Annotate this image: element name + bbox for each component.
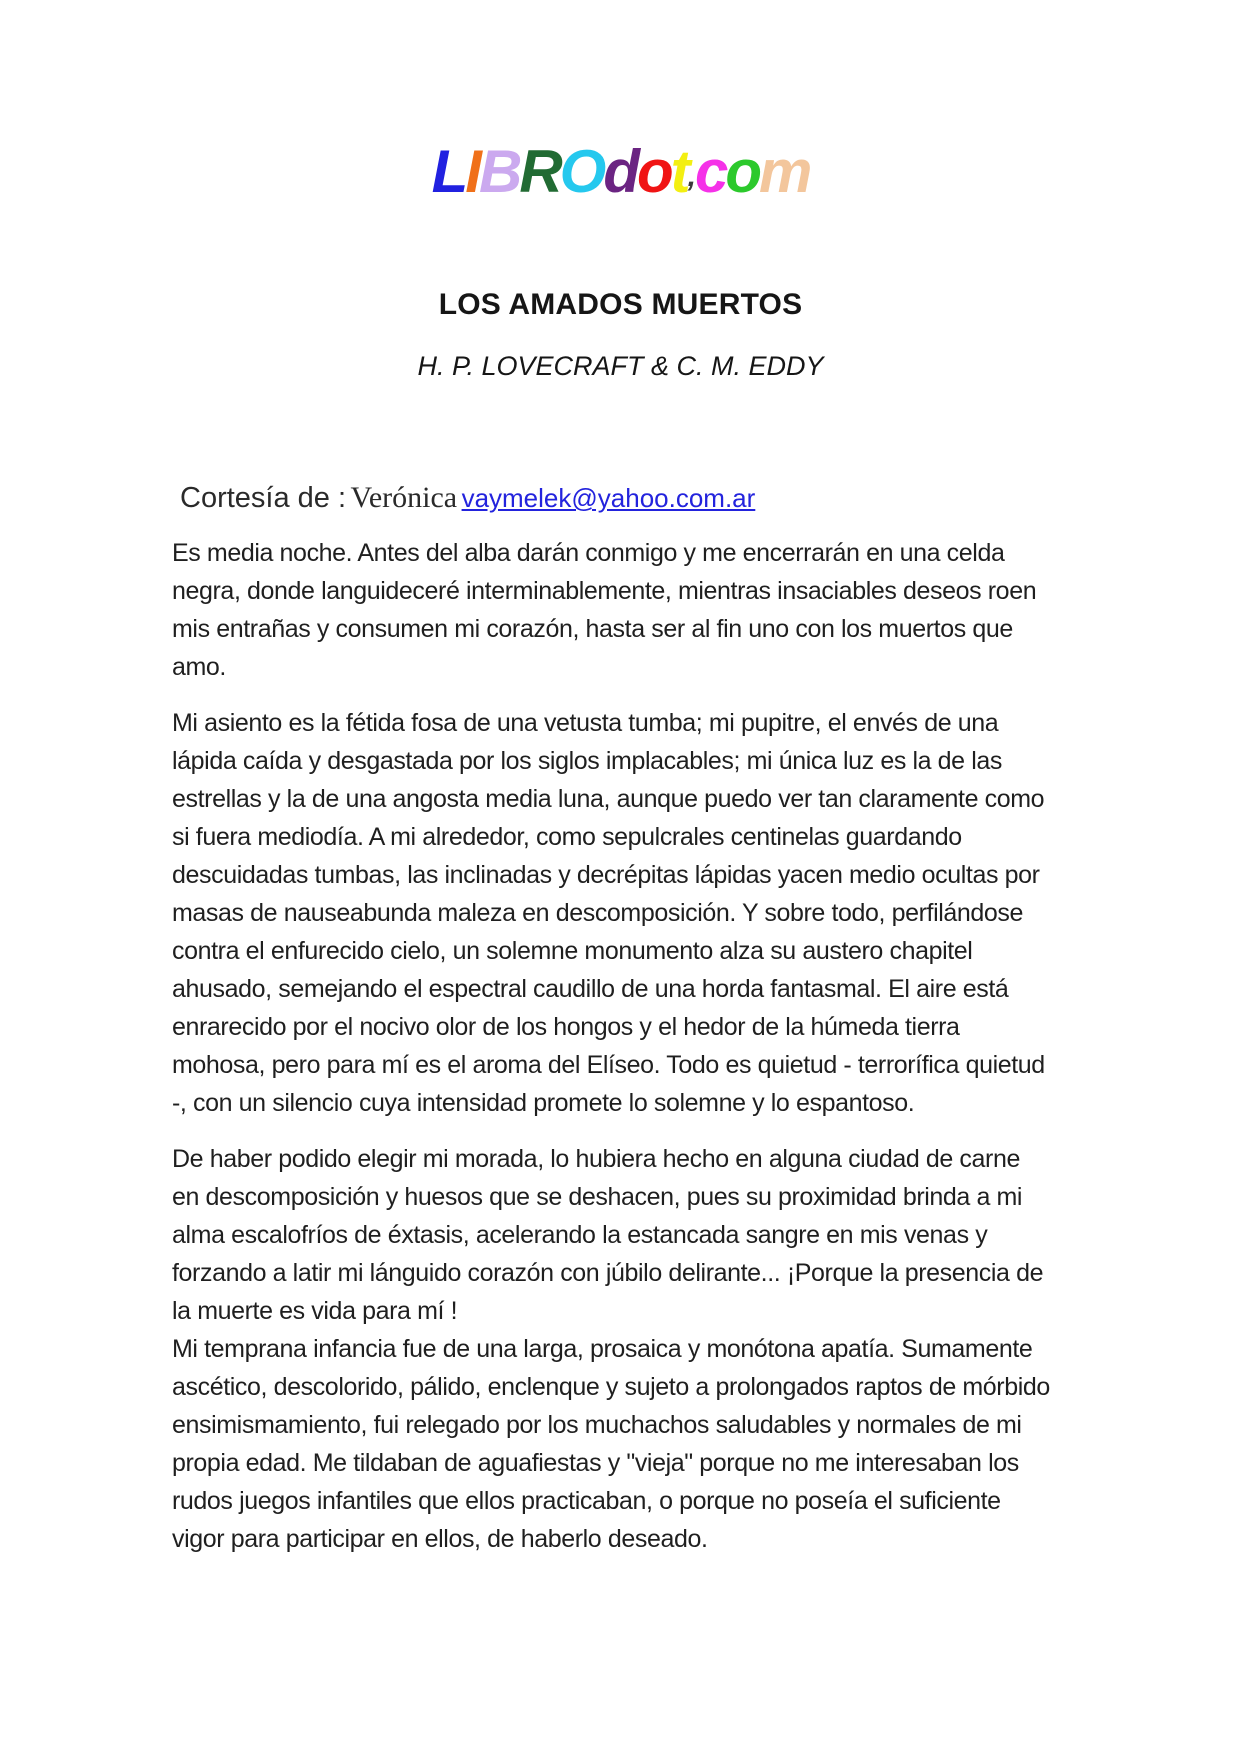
story-authors: H. P. LOVECRAFT & C. M. EDDY	[417, 351, 824, 381]
logo-letter: O	[559, 138, 604, 205]
story-text	[172, 534, 1052, 1558]
paragraph-4: Mi temprana infancia fue de una larga, prosaica y monótona apatía. Sumamente ascético, descolorido, pálido, enclenque y sujeto a prolongados raptos de mórbido ensimismamiento, fui relegado por los muchachos saludables y normales de mi propia edad. Me tildaban de aguafiestas y "vieja" porque no me interesaban los rudos juegos infantiles que ellos practicaban, o porque no poseía el suficiente vigor para participar en ellos, de haberlo deseado.	[172, 1335, 1050, 1553]
logo-letter: o	[725, 138, 759, 205]
logo-letter: I	[465, 138, 479, 205]
courtesy-line	[180, 481, 755, 515]
logo-letter: o	[636, 138, 671, 205]
logo-letter: R	[519, 138, 560, 205]
paragraph-1: Es media noche. Antes del alba darán conmigo y me encerrarán en una celda negra, donde languideceré interminablemente, mientras insaciables deseos roen mis entrañas y consumen mi corazón, hasta ser al fin uno con los muertos que amo.	[172, 539, 1037, 681]
story-title: LOS AMADOS MUERTOS	[438, 288, 803, 321]
logo-letter: L	[431, 138, 466, 205]
paragraph-3: De haber podido elegir mi morada, lo hubiera hecho en alguna ciudad de carne en descomposición y huesos que se deshacen, pues su proximidad brinda a mi alma escalofríos de éxtasis, acelerando la estancada sangre en mis venas y forzando a latir mi lánguido corazón con júbilo delirante... ¡Porque la presencia de la muerte es vida para mí !	[172, 1145, 1044, 1325]
email-link[interactable]: vaymelek@yahoo.com.ar	[461, 483, 756, 513]
paragraph-2: Mi asiento es la fétida fosa de una vetusta tumba; mi pupitre, el envés de una lápida caída y desgastada por los siglos implacables; mi única luz es la de las estrellas y la de una angosta media luna, aunque puedo ver tan claramente como si fuera mediodía. A mi alrededor, como sepulcrales centinelas guardando descuidadas tumbas, las inclinadas y decrépitas lápidas yacen medio ocultas por masas de nauseabunda maleza en descomposición. Y sobre todo, perfilándose contra el enfurecido cielo, un solemne monumento alza su austero chapitel ahusado, semejando el espectral caudillo de una horda fantasmal. El aire está enrarecido por el nocivo olor de los hongos y el hedor de la húmeda tierra mohosa, pero para mí es el aroma del Elíseo. Todo es quietud - terrorífica quietud -, con un silencio cuya intensidad promete lo solemne y lo espantoso.	[172, 709, 1045, 1117]
courtesy-label: Cortesía de :	[180, 482, 347, 514]
courtesy-name: Verónica	[350, 481, 458, 514]
logo-letter: m	[759, 138, 810, 205]
logo-comma-mark: ,	[687, 160, 695, 193]
logo-letter: c	[694, 138, 726, 205]
logo-letter: B	[478, 138, 520, 205]
librodot-logo	[0, 138, 1241, 205]
logo-letter: t	[670, 138, 688, 205]
logo-letter: d	[603, 138, 637, 205]
